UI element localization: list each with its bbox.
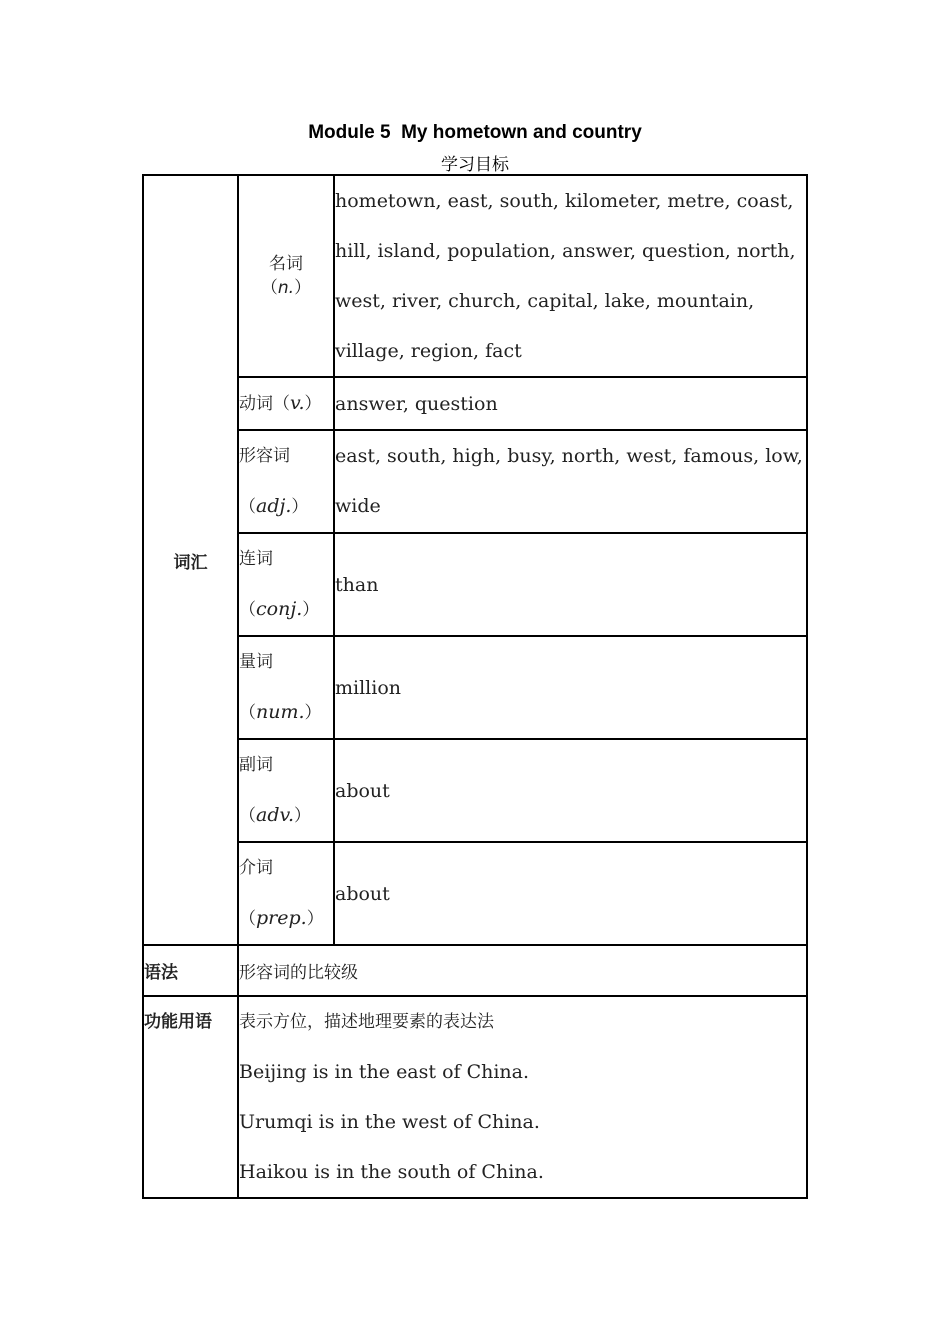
pos-cell-adj: 形容词 （adj.） — [238, 430, 334, 533]
table-row — [143, 739, 807, 842]
words-cell-adj: east, south, high, busy, north, west, famous, low, wide — [334, 430, 807, 533]
learning-objectives-table — [142, 174, 808, 1199]
words-cell-verb: answer, question — [334, 377, 807, 430]
words-cell-prep: about — [334, 842, 807, 945]
function-category: 功能用语 — [143, 996, 238, 1198]
pos-cell-verb: 动词（v.） — [238, 377, 334, 430]
grammar-category: 语法 — [143, 945, 238, 996]
pos-abbr: adv. — [256, 804, 295, 826]
pos-abbr: prep. — [256, 907, 307, 929]
words-cell-conj: than — [334, 533, 807, 636]
example-sentence: Urumqi is in the west of China. — [239, 1111, 540, 1133]
grammar-content: 形容词的比较级 — [238, 945, 807, 996]
table-row — [143, 636, 807, 739]
pos-label: 副词 — [239, 755, 273, 775]
pos-cell-conj: 连词 （conj.） — [238, 533, 334, 636]
example-sentence: Haikou is in the south of China. — [239, 1161, 544, 1183]
pos-abbr: num. — [256, 701, 305, 723]
pos-label: 连词 — [239, 549, 273, 569]
pos-abbr: v. — [290, 392, 305, 414]
table-row — [143, 996, 807, 1198]
table-row — [143, 533, 807, 636]
words-cell-num: million — [334, 636, 807, 739]
function-heading: 表示方位，描述地理要素的表达法 — [239, 1012, 494, 1032]
pos-cell-adv: 副词 （adv.） — [238, 739, 334, 842]
words-cell-noun: hometown, east, south, kilometer, metre, coast, hill, island, population, answer, question, north, west, river, church, capital, lake, mountain, village, region, fact — [334, 175, 807, 377]
example-sentence: Beijing is in the east of China. — [239, 1061, 530, 1083]
words-cell-adv: about — [334, 739, 807, 842]
pos-label: 名词 — [269, 254, 303, 274]
table-row — [143, 377, 807, 430]
pos-label: 动词 — [239, 394, 273, 414]
function-content — [238, 996, 807, 1198]
pos-abbr: n. — [277, 278, 295, 298]
pos-label: 量词 — [239, 652, 273, 672]
vocabulary-category: 词汇 — [143, 175, 238, 945]
pos-cell-prep: 介词 （prep.） — [238, 842, 334, 945]
table-row — [143, 842, 807, 945]
pos-abbr: adj. — [256, 495, 292, 517]
pos-label: 形容词 — [239, 446, 290, 466]
pos-cell-noun: 名词 （n.） — [238, 175, 334, 377]
pos-label: 介词 — [239, 858, 273, 878]
module-title: Module 5 My hometown and country — [308, 122, 642, 143]
table-row — [143, 430, 807, 533]
pos-cell-num: 量词 （num.） — [238, 636, 334, 739]
section-subtitle: 学习目标 — [441, 155, 509, 175]
table-row — [143, 175, 807, 377]
table-row — [143, 945, 807, 996]
pos-abbr: conj. — [256, 598, 303, 620]
